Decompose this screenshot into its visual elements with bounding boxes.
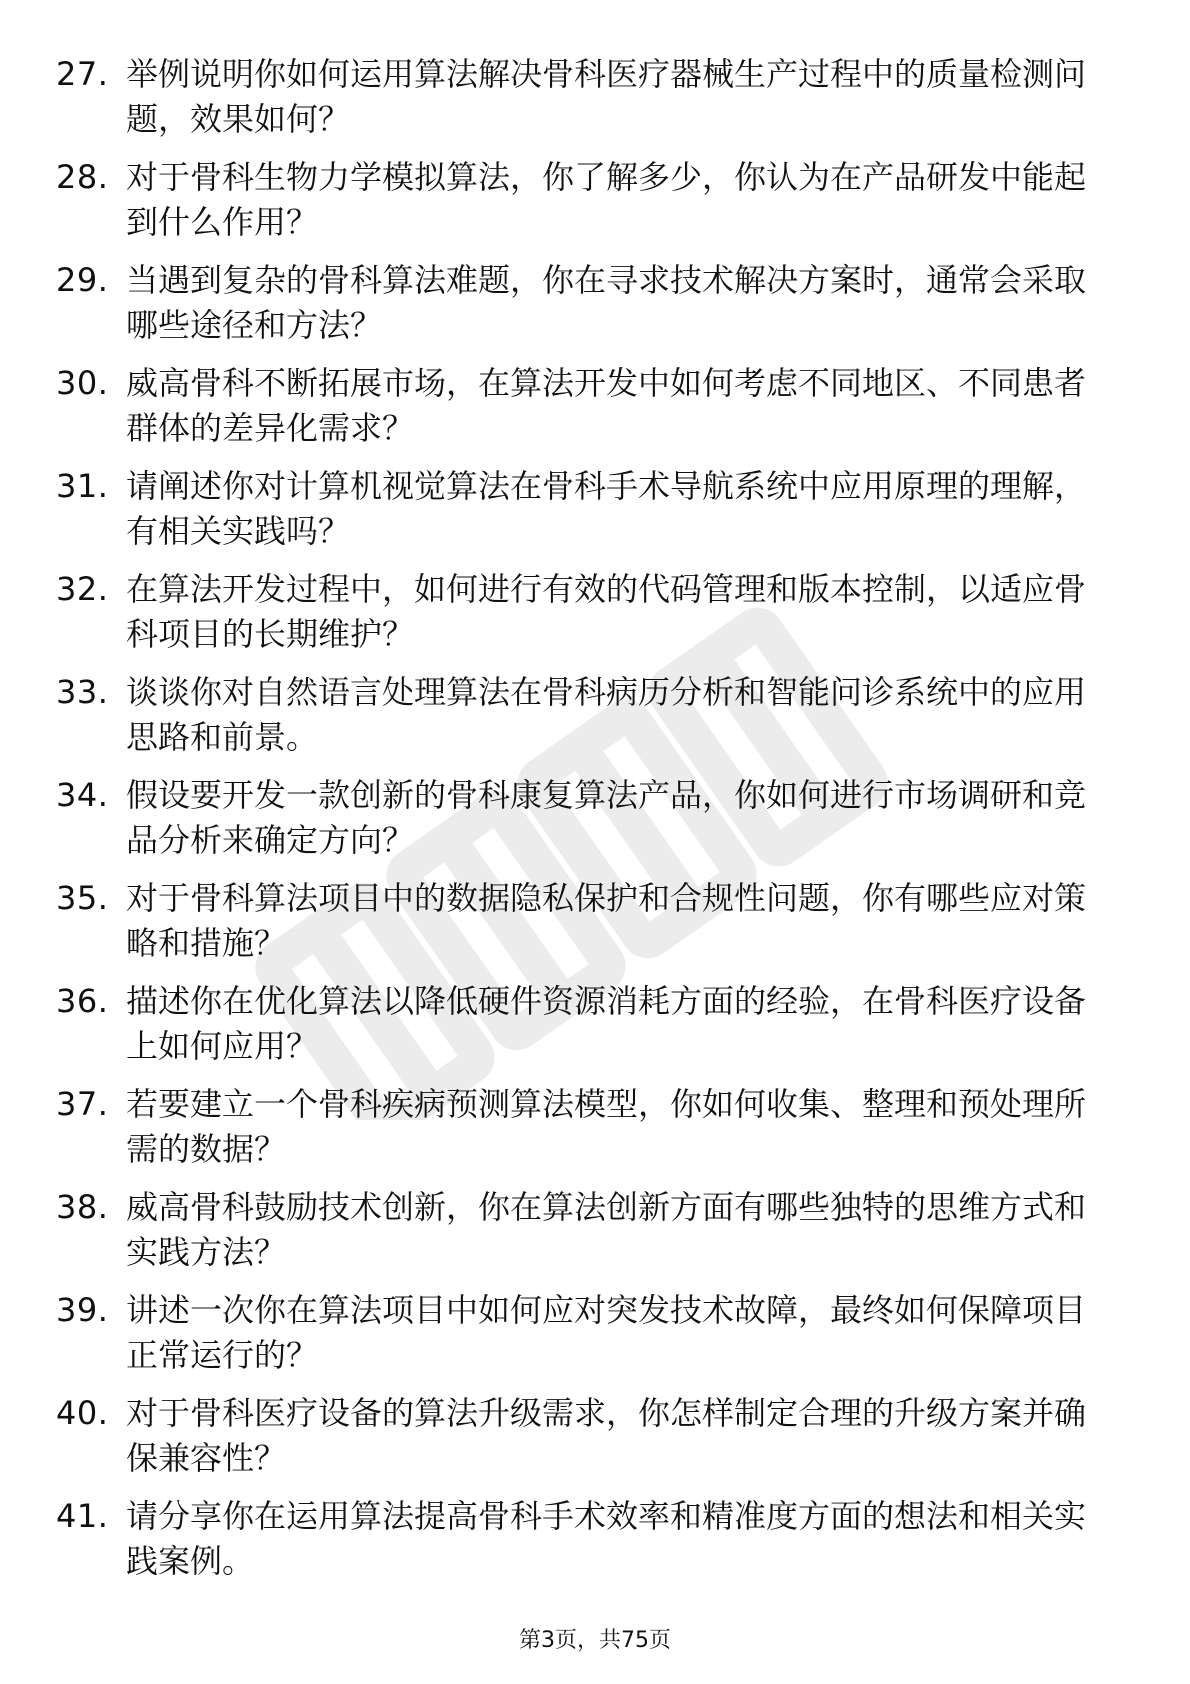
question-number: 38.	[56, 1188, 109, 1226]
question-number: 36.	[56, 982, 109, 1020]
question-item	[56, 361, 1116, 464]
question-item	[56, 876, 1116, 979]
question-item	[56, 1391, 1116, 1494]
question-item	[56, 567, 1116, 670]
question-item	[56, 979, 1116, 1082]
question-item	[56, 1082, 1116, 1185]
question-item	[56, 258, 1116, 361]
question-item	[56, 1288, 1116, 1391]
question-number: 33.	[56, 673, 109, 711]
question-text: 对于骨科算法项目中的数据隐私保护和合规性问题，你有哪些应对策略和措施？	[126, 879, 1087, 962]
question-text: 请分享你在运用算法提高骨科手术效率和精准度方面的想法和相关实践案例。	[126, 1497, 1087, 1580]
question-number: 40.	[56, 1394, 109, 1432]
question-item	[56, 670, 1116, 773]
question-text: 对于骨科医疗设备的算法升级需求，你怎样制定合理的升级方案并确保兼容性？	[126, 1394, 1087, 1477]
question-text: 若要建立一个骨科疾病预测算法模型，你如何收集、整理和预处理所需的数据？	[126, 1085, 1087, 1168]
question-item	[56, 52, 1116, 155]
question-item	[56, 773, 1116, 876]
question-item	[56, 1185, 1116, 1288]
question-number: 34.	[56, 776, 109, 814]
question-item	[56, 464, 1116, 567]
question-number: 29.	[56, 261, 109, 299]
question-text: 讲述一次你在算法项目中如何应对突发技术故障，最终如何保障项目正常运行的？	[126, 1291, 1087, 1374]
question-text: 对于骨科生物力学模拟算法，你了解多少，你认为在产品研发中能起到什么作用？	[126, 158, 1087, 241]
question-text: 威高骨科不断拓展市场，在算法开发中如何考虑不同地区、不同患者群体的差异化需求？	[126, 364, 1087, 447]
question-text: 当遇到复杂的骨科算法难题，你在寻求技术解决方案时，通常会采取哪些途径和方法？	[126, 261, 1087, 344]
question-number: 39.	[56, 1291, 109, 1329]
question-text: 威高骨科鼓励技术创新，你在算法创新方面有哪些独特的思维方式和实践方法？	[126, 1188, 1087, 1271]
question-text: 描述你在优化算法以降低硬件资源消耗方面的经验，在骨科医疗设备上如何应用？	[126, 982, 1087, 1065]
question-number: 41.	[56, 1497, 109, 1535]
question-number: 28.	[56, 158, 109, 196]
question-number: 35.	[56, 879, 109, 917]
question-text: 举例说明你如何运用算法解决骨科医疗器械生产过程中的质量检测问题，效果如何？	[126, 55, 1087, 138]
question-number: 37.	[56, 1085, 109, 1123]
question-text: 谈谈你对自然语言处理算法在骨科病历分析和智能问诊系统中的应用思路和前景。	[126, 673, 1087, 756]
question-item	[56, 1494, 1116, 1597]
question-number: 27.	[56, 55, 109, 93]
question-number: 31.	[56, 467, 109, 505]
question-text: 请阐述你对计算机视觉算法在骨科手术导航系统中应用原理的理解，有相关实践吗？	[126, 467, 1087, 550]
question-number: 30.	[56, 364, 109, 402]
question-list	[56, 52, 1116, 1597]
question-item	[56, 155, 1116, 258]
question-text: 在算法开发过程中，如何进行有效的代码管理和版本控制，以适应骨科项目的长期维护？	[126, 570, 1087, 653]
question-number: 32.	[56, 570, 109, 608]
page-number: 第3页，共75页	[519, 1628, 671, 1653]
question-text: 假设要开发一款创新的骨科康复算法产品，你如何进行市场调研和竞品分析来确定方向？	[126, 776, 1087, 859]
